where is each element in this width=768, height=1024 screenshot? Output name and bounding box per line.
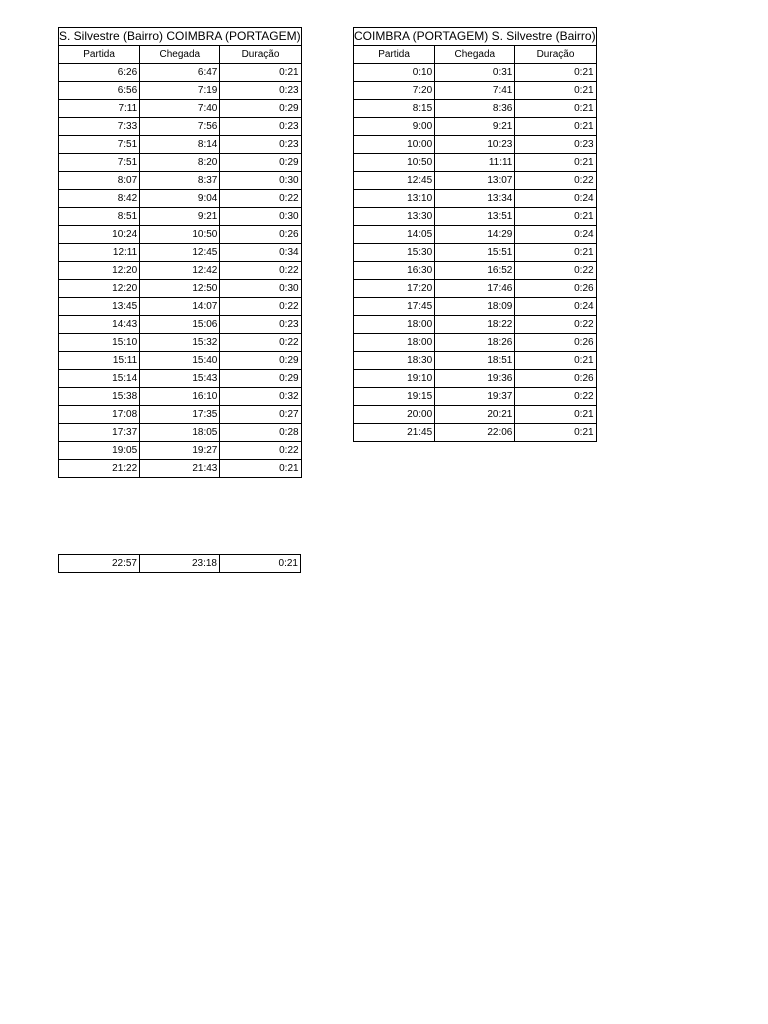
cell-duracao: 0:22 <box>515 316 596 334</box>
cell-partida: 18:00 <box>354 334 435 352</box>
cell-partida: 21:45 <box>354 424 435 442</box>
cell-duracao: 0:34 <box>220 244 301 262</box>
timetable-extra-departure <box>58 554 301 573</box>
column-header-partida: Partida <box>354 46 435 64</box>
cell-duracao: 0:27 <box>220 406 301 424</box>
cell-chegada: 15:06 <box>140 316 220 334</box>
cell-duracao: 0:23 <box>220 316 301 334</box>
cell-duracao: 0:24 <box>515 298 596 316</box>
cell-chegada: 23:18 <box>140 555 220 573</box>
cell-duracao: 0:26 <box>220 226 301 244</box>
cell-chegada: 15:51 <box>435 244 515 262</box>
cell-chegada: 8:20 <box>140 154 220 172</box>
cell-duracao: 0:22 <box>220 334 301 352</box>
cell-chegada: 19:37 <box>435 388 515 406</box>
cell-duracao: 0:29 <box>220 100 301 118</box>
table-row <box>354 64 597 82</box>
cell-duracao: 0:21 <box>515 64 596 82</box>
table-row <box>59 388 302 406</box>
column-header-chegada: Chegada <box>435 46 515 64</box>
table-row <box>59 262 302 280</box>
cell-duracao: 0:29 <box>220 370 301 388</box>
cell-partida: 13:10 <box>354 190 435 208</box>
cell-partida: 19:15 <box>354 388 435 406</box>
cell-chegada: 7:40 <box>140 100 220 118</box>
cell-chegada: 15:43 <box>140 370 220 388</box>
cell-duracao: 0:22 <box>515 388 596 406</box>
table-row <box>59 190 302 208</box>
cell-duracao: 0:21 <box>515 118 596 136</box>
cell-chegada: 14:29 <box>435 226 515 244</box>
cell-chegada: 18:05 <box>140 424 220 442</box>
cell-chegada: 6:47 <box>140 64 220 82</box>
cell-duracao: 0:21 <box>220 555 301 573</box>
table-title: COIMBRA (PORTAGEM) S. Silvestre (Bairro) <box>354 28 597 46</box>
cell-partida: 13:30 <box>354 208 435 226</box>
table-row <box>354 244 597 262</box>
cell-duracao: 0:22 <box>220 190 301 208</box>
table-row <box>354 190 597 208</box>
cell-duracao: 0:26 <box>515 334 596 352</box>
cell-partida: 15:38 <box>59 388 140 406</box>
table-row <box>59 352 302 370</box>
cell-chegada: 9:21 <box>435 118 515 136</box>
cell-chegada: 15:40 <box>140 352 220 370</box>
cell-duracao: 0:29 <box>220 352 301 370</box>
cell-chegada: 14:07 <box>140 298 220 316</box>
table-row <box>59 244 302 262</box>
cell-chegada: 18:22 <box>435 316 515 334</box>
cell-partida: 17:45 <box>354 298 435 316</box>
cell-partida: 0:10 <box>354 64 435 82</box>
table-row <box>59 136 302 154</box>
table-title: S. Silvestre (Bairro) COIMBRA (PORTAGEM) <box>59 28 302 46</box>
cell-partida: 9:00 <box>354 118 435 136</box>
cell-duracao: 0:21 <box>515 208 596 226</box>
cell-duracao: 0:26 <box>515 280 596 298</box>
cell-partida: 12:45 <box>354 172 435 190</box>
cell-chegada: 8:14 <box>140 136 220 154</box>
cell-duracao: 0:26 <box>515 370 596 388</box>
cell-partida: 10:24 <box>59 226 140 244</box>
table-row <box>59 100 302 118</box>
table-row <box>59 370 302 388</box>
cell-duracao: 0:23 <box>220 82 301 100</box>
cell-duracao: 0:21 <box>515 100 596 118</box>
cell-partida: 13:45 <box>59 298 140 316</box>
cell-chegada: 17:46 <box>435 280 515 298</box>
cell-chegada: 7:41 <box>435 82 515 100</box>
table-row <box>354 388 597 406</box>
cell-partida: 18:30 <box>354 352 435 370</box>
table-row <box>59 555 301 573</box>
cell-chegada: 13:51 <box>435 208 515 226</box>
cell-duracao: 0:30 <box>220 280 301 298</box>
cell-partida: 7:11 <box>59 100 140 118</box>
cell-partida: 15:11 <box>59 352 140 370</box>
table-row <box>59 154 302 172</box>
cell-chegada: 10:50 <box>140 226 220 244</box>
cell-duracao: 0:22 <box>515 262 596 280</box>
cell-partida: 8:15 <box>354 100 435 118</box>
cell-chegada: 13:34 <box>435 190 515 208</box>
cell-partida: 8:51 <box>59 208 140 226</box>
cell-partida: 14:05 <box>354 226 435 244</box>
cell-chegada: 15:32 <box>140 334 220 352</box>
cell-duracao: 0:21 <box>220 460 301 478</box>
table-row <box>59 406 302 424</box>
cell-duracao: 0:22 <box>220 442 301 460</box>
cell-partida: 7:51 <box>59 154 140 172</box>
cell-duracao: 0:23 <box>220 136 301 154</box>
cell-duracao: 0:21 <box>515 352 596 370</box>
cell-chegada: 12:45 <box>140 244 220 262</box>
cell-chegada: 16:10 <box>140 388 220 406</box>
cell-chegada: 8:37 <box>140 172 220 190</box>
cell-partida: 22:57 <box>59 555 140 573</box>
table-row <box>354 136 597 154</box>
cell-chegada: 7:56 <box>140 118 220 136</box>
column-header-duracao: Duração <box>515 46 596 64</box>
cell-partida: 15:30 <box>354 244 435 262</box>
cell-duracao: 0:30 <box>220 172 301 190</box>
cell-duracao: 0:21 <box>220 64 301 82</box>
cell-partida: 12:20 <box>59 280 140 298</box>
cell-partida: 19:10 <box>354 370 435 388</box>
cell-partida: 17:20 <box>354 280 435 298</box>
column-header-partida: Partida <box>59 46 140 64</box>
cell-partida: 10:50 <box>354 154 435 172</box>
table-row <box>59 424 302 442</box>
cell-partida: 14:43 <box>59 316 140 334</box>
table-row <box>354 172 597 190</box>
cell-partida: 7:20 <box>354 82 435 100</box>
cell-chegada: 9:21 <box>140 208 220 226</box>
cell-duracao: 0:30 <box>220 208 301 226</box>
table-row <box>59 172 302 190</box>
table-row <box>354 316 597 334</box>
table-row <box>354 262 597 280</box>
timetable-coimbra-to-s-silvestre <box>353 27 597 442</box>
table-row <box>354 352 597 370</box>
table-row <box>354 118 597 136</box>
cell-chegada: 21:43 <box>140 460 220 478</box>
cell-partida: 6:26 <box>59 64 140 82</box>
table-row <box>59 82 302 100</box>
cell-duracao: 0:22 <box>515 172 596 190</box>
cell-duracao: 0:24 <box>515 226 596 244</box>
table-row <box>59 460 302 478</box>
table-row <box>59 316 302 334</box>
cell-partida: 19:05 <box>59 442 140 460</box>
cell-duracao: 0:22 <box>220 298 301 316</box>
cell-chegada: 12:42 <box>140 262 220 280</box>
cell-chegada: 10:23 <box>435 136 515 154</box>
table-row <box>354 424 597 442</box>
cell-partida: 6:56 <box>59 82 140 100</box>
cell-chegada: 9:04 <box>140 190 220 208</box>
cell-chegada: 7:19 <box>140 82 220 100</box>
cell-duracao: 0:21 <box>515 244 596 262</box>
cell-chegada: 11:11 <box>435 154 515 172</box>
cell-partida: 15:10 <box>59 334 140 352</box>
table-row <box>59 442 302 460</box>
cell-partida: 10:00 <box>354 136 435 154</box>
cell-partida: 7:51 <box>59 136 140 154</box>
cell-chegada: 8:36 <box>435 100 515 118</box>
cell-chegada: 16:52 <box>435 262 515 280</box>
cell-chegada: 20:21 <box>435 406 515 424</box>
cell-duracao: 0:21 <box>515 82 596 100</box>
cell-chegada: 22:06 <box>435 424 515 442</box>
table-row <box>59 298 302 316</box>
cell-partida: 8:07 <box>59 172 140 190</box>
table-row <box>354 226 597 244</box>
table-row <box>354 154 597 172</box>
table-row <box>59 334 302 352</box>
cell-partida: 16:30 <box>354 262 435 280</box>
table-row <box>59 208 302 226</box>
cell-duracao: 0:24 <box>515 190 596 208</box>
column-header-duracao: Duração <box>220 46 301 64</box>
cell-duracao: 0:21 <box>515 406 596 424</box>
cell-duracao: 0:22 <box>220 262 301 280</box>
cell-chegada: 0:31 <box>435 64 515 82</box>
cell-duracao: 0:21 <box>515 424 596 442</box>
cell-partida: 18:00 <box>354 316 435 334</box>
table-row <box>354 100 597 118</box>
cell-partida: 17:08 <box>59 406 140 424</box>
table-row <box>59 64 302 82</box>
table-row <box>354 370 597 388</box>
cell-chegada: 18:26 <box>435 334 515 352</box>
cell-duracao: 0:23 <box>220 118 301 136</box>
cell-chegada: 17:35 <box>140 406 220 424</box>
cell-partida: 17:37 <box>59 424 140 442</box>
table-row <box>59 280 302 298</box>
cell-partida: 12:20 <box>59 262 140 280</box>
cell-duracao: 0:21 <box>515 154 596 172</box>
cell-duracao: 0:29 <box>220 154 301 172</box>
cell-partida: 12:11 <box>59 244 140 262</box>
cell-chegada: 18:09 <box>435 298 515 316</box>
table-row <box>59 226 302 244</box>
cell-duracao: 0:28 <box>220 424 301 442</box>
table-row <box>354 298 597 316</box>
cell-partida: 7:33 <box>59 118 140 136</box>
cell-partida: 8:42 <box>59 190 140 208</box>
table-row <box>354 406 597 424</box>
cell-duracao: 0:32 <box>220 388 301 406</box>
table-row <box>354 208 597 226</box>
column-header-chegada: Chegada <box>140 46 220 64</box>
table-row <box>59 118 302 136</box>
cell-chegada: 18:51 <box>435 352 515 370</box>
table-row <box>354 280 597 298</box>
cell-chegada: 19:27 <box>140 442 220 460</box>
cell-chegada: 12:50 <box>140 280 220 298</box>
cell-partida: 15:14 <box>59 370 140 388</box>
cell-duracao: 0:23 <box>515 136 596 154</box>
table-row <box>354 334 597 352</box>
table-row <box>354 82 597 100</box>
cell-partida: 21:22 <box>59 460 140 478</box>
cell-chegada: 13:07 <box>435 172 515 190</box>
cell-chegada: 19:36 <box>435 370 515 388</box>
timetable-s-silvestre-to-coimbra <box>58 27 302 478</box>
cell-partida: 20:00 <box>354 406 435 424</box>
